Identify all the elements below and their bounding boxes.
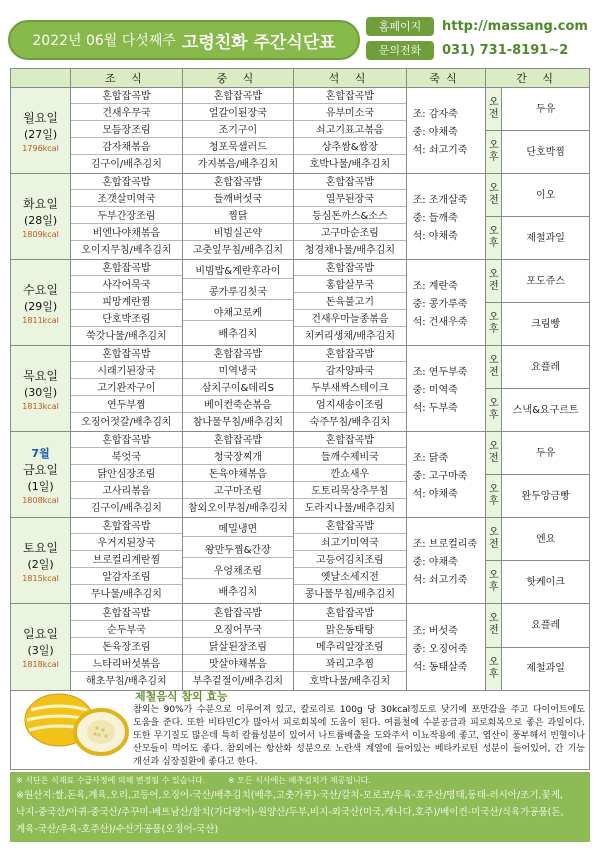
- snack-period-char: 오: [488, 269, 499, 280]
- day-row: [11, 88, 589, 174]
- snack-afternoon: [486, 303, 589, 345]
- porridge-item: 중: 들깨죽: [412, 213, 458, 224]
- porridge-item: 중: 콩가루죽: [412, 299, 468, 310]
- snack-period-char: 전: [488, 195, 499, 206]
- kimchi-note: ※ 모든 식사에는 배추김치가 제공됩니다.: [227, 776, 371, 785]
- meal-item: 맛살야채볶음: [183, 658, 294, 672]
- day-calories: 1815kcal: [22, 573, 59, 583]
- snack-morning: [486, 260, 589, 303]
- day-calories: 1818kcal: [22, 660, 59, 669]
- meal-item: 모듬장조림: [71, 124, 182, 138]
- snack-morning: [486, 88, 589, 131]
- snack-period-label: [486, 518, 502, 560]
- snack-period-char: 오: [488, 97, 499, 108]
- meal-item: 혼합잡곡밥: [183, 90, 294, 104]
- meal-item: 찜닭: [183, 210, 294, 224]
- meal-item: 쑥갓나물/배추김치: [86, 330, 167, 342]
- lunch-cell: [183, 346, 295, 431]
- snack-period-char: 오: [488, 441, 499, 452]
- snack-item: 스낵&요구르트: [512, 404, 579, 416]
- meal-item: 꽈리고추찜: [294, 658, 405, 672]
- snack-period-label: [486, 174, 502, 216]
- meal-item: 배추김치: [218, 328, 258, 340]
- snack-afternoon: [486, 389, 589, 431]
- porridge-item: 중: 미역죽: [412, 385, 458, 396]
- info-body: 참외는 90%가 수분으로 이루어져 있고, 칼로리로 100g 당 30kcal정도로 낮기에 포만감을 주고 다이어트에도 도움을 준다. 또한 비타민C가 많아서 피로회복에 도움이 된다. 여름철에 수분공급과 피로회복으로 좋은 과일이다. 또한 무기질도 많은데 특히 칼륨성분이 있어서 나트륨배출을 도와주서 이뇨작용에 좋고, 엽산이 풍부해서 빈혈이나 산모들이 먹어도 좋다. 참외에는 항산화 성분으로 노란색 계열에 들어있는 베타카로틴 성분이 들어있어, 간 기능 개선과 심장질환에 좋다고 한다.: [133, 705, 585, 767]
- snack-morning: [486, 518, 589, 561]
- snack-period-char: 오: [488, 140, 499, 151]
- snack-period-char: 전: [488, 367, 499, 378]
- snack-period-char: 후: [488, 324, 499, 335]
- meal-item: 맑은동태탕: [294, 624, 405, 638]
- snack-period-label: [486, 88, 502, 130]
- lunch-cell: [183, 88, 295, 173]
- meal-item: 비엔나야채볶음: [71, 227, 182, 241]
- meal-item: 피망계란찜: [71, 296, 182, 310]
- snack-period-char: 오: [488, 656, 499, 668]
- meal-item: 쇠고기표고볶음: [294, 124, 405, 138]
- meal-item: 감자채볶음: [71, 141, 182, 155]
- meal-item: 혼합잡곡밥: [71, 520, 182, 534]
- lunch-column-header: 중 식: [183, 69, 295, 87]
- meal-item: 쇠고기미역국: [294, 537, 405, 551]
- meal-item: 닭살된장조림: [183, 641, 294, 655]
- snack-morning: [486, 174, 589, 217]
- meal-item: 미역냉국: [183, 365, 294, 379]
- snack-period-label: [486, 604, 502, 647]
- meal-item: 들깨버섯국: [183, 193, 294, 207]
- lunch-cell: [183, 174, 295, 259]
- meal-item: 옛날소세지전: [294, 571, 405, 585]
- meal-item: 혼합잡곡밥: [183, 434, 294, 448]
- porridge-item: 조: 감자죽: [412, 109, 458, 120]
- breakfast-cell: [71, 88, 183, 173]
- snack-cell: [486, 260, 589, 345]
- day-cell: [11, 346, 71, 431]
- snack-period-char: 후: [488, 410, 499, 421]
- snack-period-char: 오: [488, 355, 499, 366]
- meal-item: 순두부국: [71, 624, 182, 638]
- lunch-cell: [183, 432, 295, 517]
- meal-item: 들깨수제비국: [294, 451, 405, 465]
- meal-item: 혼합잡곡밥: [294, 176, 405, 190]
- breakfast-cell: [71, 346, 183, 431]
- dinner-cell: [294, 260, 406, 345]
- snack-period-char: 오: [488, 398, 499, 409]
- meal-item: 메추리알장조림: [294, 641, 405, 655]
- meal-item: 김구이/배추김치: [90, 158, 162, 170]
- porridge-cell: [407, 88, 487, 173]
- snack-period-char: 오: [488, 527, 499, 538]
- day-date: (28일): [23, 213, 58, 227]
- meal-item: 고사리볶음: [71, 485, 182, 499]
- breakfast-cell: [71, 432, 183, 517]
- meal-item: 엄지새송이조림: [294, 399, 405, 413]
- korean-melon-illustration: [19, 688, 131, 758]
- snack-item: 완두앙금빵: [521, 490, 570, 502]
- porridge-item: 조: 연두부죽: [412, 367, 468, 378]
- dinner-cell: [294, 346, 406, 431]
- snack-period-char: 오: [488, 613, 499, 625]
- snack-morning: [486, 432, 589, 475]
- snack-period-label: [486, 475, 502, 517]
- meal-item: 두부새싹스테이크: [294, 382, 405, 396]
- info-title: 제철음식 참외 효능: [135, 690, 228, 703]
- porridge-item: 석: 동태살죽: [412, 661, 468, 673]
- snack-item: 포도쥬스: [526, 275, 565, 287]
- snack-period-label: [486, 131, 502, 173]
- day-cell: [11, 518, 71, 603]
- porridge-item: 조: 조개살죽: [412, 195, 468, 206]
- snack-period-char: 오: [488, 183, 499, 194]
- snack-item: 크림빵: [531, 318, 561, 330]
- day-row: [11, 432, 589, 518]
- lunch-cell: [183, 604, 295, 690]
- phone-number: 031) 731-8191~2: [442, 42, 569, 58]
- snack-period-char: 전: [488, 453, 499, 464]
- meal-item: 고등어김치조림: [294, 554, 405, 568]
- meal-item: 치커리생채/배추김치: [304, 330, 396, 342]
- day-calories: 1811kcal: [22, 315, 59, 325]
- meal-item: 고구마순조림: [294, 227, 405, 241]
- title-prefix: 2022년 06월 다섯째주: [32, 33, 176, 49]
- meal-item: 홍합살무국: [294, 279, 405, 293]
- homepage-label: 홈페이지: [366, 17, 434, 36]
- porridge-item: 중: 야채죽: [412, 127, 458, 138]
- day-date: (3일): [27, 644, 54, 657]
- meal-item: 상추쌈&쌈장: [294, 141, 405, 155]
- meal-item: 혼합잡곡밥: [71, 262, 182, 276]
- porridge-cell: [407, 518, 487, 603]
- menu-notes: [16, 774, 584, 787]
- snack-cell: [486, 432, 589, 517]
- meal-item: 왕만두찜&간장: [183, 544, 294, 558]
- meal-item: 북엇국: [71, 451, 182, 465]
- day-cell: [11, 88, 71, 173]
- snack-afternoon: [486, 217, 589, 259]
- snack-period-label: [486, 389, 502, 431]
- meal-item: 오징어무국: [183, 624, 294, 638]
- snack-period-char: 오: [488, 226, 499, 237]
- meal-item: 닭안심장조림: [71, 468, 182, 482]
- day-calories: 1796kcal: [22, 143, 59, 153]
- porridge-cell: [407, 174, 487, 259]
- meal-item: 혼합잡곡밥: [183, 607, 294, 621]
- meal-item: 콩나물무침/배추김치: [304, 588, 396, 600]
- meal-item: 돈육야채볶음: [183, 468, 294, 482]
- porridge-item: 조: 브로컬리죽: [412, 539, 478, 550]
- porridge-cell: [407, 432, 487, 517]
- meal-item: 돈육장조림: [71, 641, 182, 655]
- meal-item: 우엉채조림: [183, 565, 294, 579]
- day-date: (2일): [27, 557, 54, 571]
- snack-period-label: [486, 346, 502, 388]
- meal-item: 느타리버섯볶음: [71, 658, 182, 672]
- meal-item: 혼합잡곡밥: [294, 348, 405, 362]
- snack-afternoon: [486, 648, 589, 691]
- porridge-column-header: 죽식: [407, 69, 487, 87]
- porridge-item: 중: 고구마죽: [412, 471, 468, 482]
- day-calories: 1808kcal: [22, 495, 59, 505]
- meal-item: 연두부찜: [71, 399, 182, 413]
- meal-item: 도라지나물/배추김치: [304, 502, 396, 514]
- meal-item: 혼합잡곡밥: [294, 607, 405, 621]
- meal-item: 고기완자구이: [71, 382, 182, 396]
- meal-item: 혼합잡곡밥: [294, 434, 405, 448]
- breakfast-cell: [71, 518, 183, 603]
- snack-period-char: 전: [488, 625, 499, 637]
- snack-afternoon: [486, 561, 589, 603]
- porridge-item: 석: 쇠고기죽: [412, 145, 468, 156]
- porridge-cell: [407, 346, 487, 431]
- snack-cell: [486, 88, 589, 173]
- day-cell: [11, 604, 71, 690]
- porridge-item: 석: 두부죽: [412, 403, 458, 414]
- snack-item: 두유: [535, 447, 556, 459]
- day-name: 목요일: [23, 368, 58, 383]
- footnotes: [10, 772, 590, 842]
- snack-period-char: 후: [488, 582, 499, 593]
- meal-item: 조갯살미역국: [71, 193, 182, 207]
- meal-item: 오징어젓갈/배추김치: [81, 416, 172, 428]
- meal-item: 혼합잡곡밥: [294, 90, 405, 104]
- snack-morning: [486, 604, 589, 648]
- meal-item: 시래기된장국: [71, 365, 182, 379]
- lunch-cell: [183, 518, 295, 603]
- snack-period-char: 후: [488, 152, 499, 163]
- porridge-item: 석: 야채죽: [412, 231, 458, 242]
- meal-item: 삼치구이&데리S: [183, 382, 294, 396]
- phone-label: 문의전화: [366, 41, 434, 60]
- menu-change-note: ※ 식단은 식재료 수급사정에 의해 변경될 수 있습니다.: [16, 776, 206, 785]
- meal-item: 해초무침/배추김치: [86, 675, 167, 687]
- snack-period-char: 오: [488, 312, 499, 323]
- meal-item: 깐쇼새우: [294, 468, 405, 482]
- day-rows: [11, 88, 589, 690]
- meal-item: 숙주무침/배추김치: [309, 416, 391, 428]
- meal-item: 단호박조림: [71, 313, 182, 327]
- meal-item: 혼합잡곡밥: [294, 520, 405, 534]
- day-name: 토요일: [23, 540, 58, 555]
- day-name: 수요일: [23, 282, 58, 297]
- meal-item: 감자양파국: [294, 365, 405, 379]
- day-cell: [11, 260, 71, 345]
- snack-item: 제철과일: [526, 663, 565, 675]
- meal-item: 얼갈이된장국: [183, 107, 294, 121]
- day-row: [11, 604, 589, 690]
- porridge-item: 조: 버섯죽: [412, 625, 458, 637]
- title-main: 고령친화 주간식단표: [181, 32, 336, 53]
- snack-period-char: 후: [488, 238, 499, 249]
- origin-info: ※원산지:쌀,돈육,계육,오리,고등어,오징어-국산/배추김치(배추,고춧가루)-국산/갈치-모로코/우육-호주산/명태,동태-러시아/조기,꽃게,낙지-중국산/아귀-중국산/주꾸미-베트남산/참치(가다랑어)-원양산/두부,비지-외국산(미국,캐나다,호주)/베이컨-미국산/식육가공품(돈,계육-국산/우육-호주산)/수산가공품(오징어-국산): [16, 790, 564, 835]
- seasonal-food-info: [10, 686, 590, 770]
- meal-item: 혼합잡곡밥: [183, 176, 294, 190]
- snack-item: 이오: [535, 189, 556, 201]
- meal-item: 가지볶음/배추김치: [197, 158, 279, 170]
- phone-row: [366, 40, 568, 60]
- meal-item: 무나물/배추김치: [90, 588, 162, 600]
- meal-item: 김구이/배추김치: [90, 502, 162, 514]
- meal-item: 유부미소국: [294, 107, 405, 121]
- snack-item: 핫케이크: [526, 576, 565, 588]
- snack-item: 엔요: [535, 533, 556, 545]
- homepage-row: [366, 16, 588, 36]
- breakfast-cell: [71, 260, 183, 345]
- meal-item: 혼합잡곡밥: [71, 434, 182, 448]
- snack-column-header: 간 식: [516, 72, 559, 85]
- meal-item: 혼합잡곡밥: [71, 90, 182, 104]
- snack-period-char: 후: [488, 668, 499, 680]
- snack-item: 제철과일: [526, 232, 565, 244]
- meal-item: 브로컬리계란찜: [71, 554, 182, 568]
- snack-period-char: 오: [488, 570, 499, 581]
- meal-item: 혼합잡곡밥: [71, 176, 182, 190]
- snack-period-label: [486, 260, 502, 302]
- meal-item: 우거지된장국: [71, 537, 182, 551]
- porridge-item: 중: 오징어죽: [412, 643, 468, 655]
- lunch-cell: [183, 260, 295, 345]
- snack-cell: [486, 518, 589, 603]
- breakfast-column-header: 조 식: [71, 69, 183, 87]
- meal-item: 건새우무국: [71, 107, 182, 121]
- meal-item: 야채고로케: [183, 307, 294, 321]
- meal-item: 혼합잡곡밥: [183, 348, 294, 362]
- meal-item: 도토리묵상추무침: [294, 485, 405, 499]
- day-cell: [11, 432, 71, 517]
- day-date: (29일): [23, 299, 58, 313]
- meal-item: 콩가루김칫국: [183, 286, 294, 300]
- day-calories: 1813kcal: [22, 401, 59, 411]
- homepage-link[interactable]: http://massang.com: [442, 18, 588, 34]
- meal-item: 고춧잎무침/배추김치: [192, 244, 284, 256]
- breakfast-cell: [71, 174, 183, 259]
- meal-item: 두부간장조림: [71, 210, 182, 224]
- day-date: (30일): [23, 385, 58, 399]
- day-name: 금요일: [23, 462, 58, 477]
- snack-item: 두유: [535, 103, 556, 115]
- column-headers: [11, 69, 589, 88]
- snack-period-char: 후: [488, 496, 499, 507]
- breakfast-cell: [71, 604, 183, 690]
- meal-item: 청경채나물/배추김치: [304, 244, 396, 256]
- meal-item: 호박나물/배추김치: [309, 675, 391, 687]
- weekly-menu-table: [10, 68, 590, 691]
- meal-item: 고구마조림: [183, 485, 294, 499]
- snack-period-label: [486, 648, 502, 691]
- day-row: [11, 518, 589, 604]
- snack-period-label: [486, 561, 502, 603]
- meal-item: 베이컨죽순볶음: [183, 399, 294, 413]
- snack-afternoon: [486, 475, 589, 517]
- day-row: [11, 174, 589, 260]
- meal-item: 등심돈까스&소스: [294, 210, 405, 224]
- meal-item: 메밀냉면: [183, 523, 294, 537]
- meal-item: 부추겉절이/배추김치: [192, 675, 284, 687]
- meal-item: 돈육불고기: [294, 296, 405, 310]
- snack-period-label: [486, 217, 502, 259]
- header: [8, 14, 592, 62]
- snack-item: 요플레: [531, 361, 561, 373]
- day-cell: [11, 174, 71, 259]
- snack-period-char: 전: [488, 281, 499, 292]
- dinner-cell: [294, 518, 406, 603]
- meal-item: 알감자조림: [71, 571, 182, 585]
- dinner-cell: [294, 604, 406, 690]
- meal-item: 청국장찌개: [183, 451, 294, 465]
- meal-item: 참나물무침/배추김치: [192, 416, 284, 428]
- meal-item: 배추김치: [218, 586, 258, 598]
- meal-item: 참외오이무침/배추김치: [187, 502, 288, 514]
- dinner-cell: [294, 88, 406, 173]
- snack-cell: [486, 174, 589, 259]
- meal-item: 열무된장국: [294, 193, 405, 207]
- porridge-item: 석: 건새우죽: [412, 317, 468, 328]
- porridge-cell: [407, 260, 487, 345]
- day-date: (27일): [23, 127, 58, 141]
- snack-period-label: [486, 432, 502, 474]
- porridge-item: 석: 쇠고기죽: [412, 575, 468, 586]
- meal-item: 건새우마늘종볶음: [294, 313, 405, 327]
- snack-period-char: 오: [488, 484, 499, 495]
- porridge-cell: [407, 604, 487, 690]
- snack-period-label: [486, 303, 502, 345]
- meal-item: 혼합잡곡밥: [294, 262, 405, 276]
- day-name: 화요일: [23, 196, 58, 211]
- day-calories: 1809kcal: [22, 229, 59, 239]
- meal-item: 청포묵샐러드: [183, 141, 294, 155]
- day-row: [11, 346, 589, 432]
- meal-item: 조기구이: [183, 124, 294, 138]
- snack-item: 요플레: [531, 619, 561, 631]
- dinner-cell: [294, 174, 406, 259]
- snack-morning: [486, 346, 589, 389]
- day-name: 월요일: [23, 110, 58, 125]
- dinner-cell: [294, 432, 406, 517]
- porridge-item: 조: 계란죽: [412, 281, 458, 292]
- porridge-item: 중: 야채죽: [412, 557, 458, 568]
- snack-period-char: 전: [488, 539, 499, 550]
- meal-item: 비빔실곤약: [183, 227, 294, 241]
- porridge-item: 조: 닭죽: [412, 453, 449, 464]
- day-row: [11, 260, 589, 346]
- day-name: 일요일: [23, 627, 58, 641]
- meal-item: 사각어묵국: [71, 279, 182, 293]
- meal-item: 혼합잡곡밥: [71, 348, 182, 362]
- month-label: 7월: [31, 446, 50, 460]
- snack-afternoon: [486, 131, 589, 173]
- meal-item: 호박나물/배추김치: [309, 158, 391, 170]
- porridge-item: 석: 야채죽: [412, 489, 458, 500]
- dinner-column-header: 석 식: [294, 69, 407, 87]
- snack-item: 단호박찜: [526, 146, 565, 158]
- day-date: (1일): [27, 479, 54, 493]
- snack-cell: [486, 346, 589, 431]
- snack-cell: [486, 604, 589, 690]
- meal-item: 오이지무침/배추김치: [81, 244, 172, 256]
- menu-title: [8, 20, 360, 60]
- day-column-header: [11, 69, 71, 87]
- meal-item: 비빔밥&계란후라이: [183, 265, 294, 279]
- snack-period-char: 전: [488, 109, 499, 120]
- meal-item: 혼합잡곡밥: [71, 607, 182, 621]
